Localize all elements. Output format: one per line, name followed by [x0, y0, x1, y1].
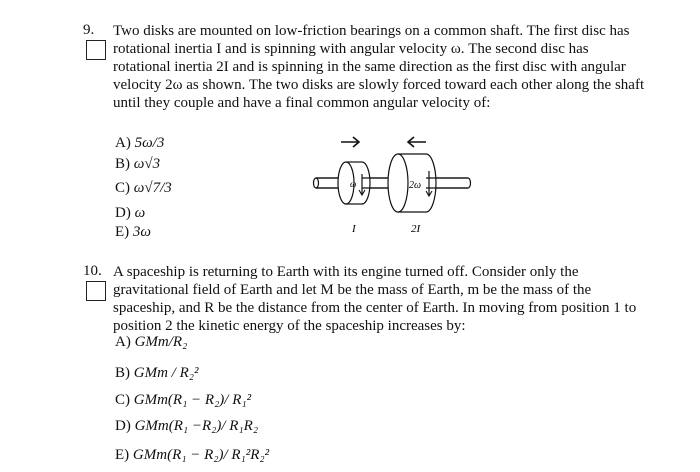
q10-option-d-text: GMm(R₁ −R₂)/ R₁R₂	[134, 418, 259, 434]
q10-option-a-text: GMm/R₂	[134, 334, 188, 350]
left-disk-inertia-caption: I	[352, 223, 356, 235]
q9-option-e	[115, 224, 151, 241]
q10-option-d-letter: D)	[115, 418, 131, 434]
q10-line-2: gravitational field of Earth and let M be the mass of Earth, m be the mass of the	[113, 282, 592, 298]
q10-option-c	[115, 392, 251, 409]
q9-line-2: rotational inertia I and is spinning with angular velocity ω. The second disc has	[113, 41, 589, 57]
right-disk-inertia-caption: 2I	[411, 223, 421, 235]
right-arrow-icon	[341, 137, 359, 147]
q10-line-4: position 2 the kinetic energy of the spaceship increases by:	[113, 318, 466, 334]
q9-option-b-text: ω√3	[133, 156, 161, 172]
right-disk-omega-label: 2ω	[409, 180, 422, 191]
q9-option-c-letter: C)	[115, 180, 130, 196]
q9-option-d	[115, 205, 145, 222]
q9-option-d-text: ω	[134, 205, 146, 221]
q9-option-c-text: ω√7/3	[133, 180, 172, 196]
q9-option-a-letter: A)	[115, 135, 131, 151]
q10-option-e	[115, 447, 269, 464]
q9-line-5: until they couple and have a final common angular velocity of:	[113, 95, 491, 111]
q10-line-1: A spaceship is returning to Earth with its engine turned off. Consider only the	[113, 264, 579, 280]
q9-option-b	[115, 156, 160, 173]
q10-option-d	[115, 418, 258, 435]
q9-option-d-letter: D)	[115, 205, 131, 221]
q10-option-b-letter: B)	[115, 365, 130, 381]
q10-option-a-letter: A)	[115, 334, 131, 350]
q10-number: 10.	[83, 263, 102, 279]
q9-line-1: Two disks are mounted on low-friction bearings on a common shaft. The first disc has	[113, 23, 630, 39]
q10-option-a	[115, 334, 187, 351]
q9-number: 9.	[83, 22, 95, 38]
q10-option-e-letter: E)	[115, 447, 130, 463]
q10-option-c-letter: C)	[115, 392, 130, 408]
q9-line-4: velocity 2ω as shown. The two disks are slowly forced toward each other along the shaft	[113, 77, 645, 93]
q9-option-a-text: 5ω/3	[134, 135, 165, 151]
left-arrow-icon	[408, 137, 426, 147]
two-disks-figure	[308, 128, 478, 238]
q9-option-e-text: 3ω	[132, 224, 152, 240]
q9-option-b-letter: B)	[115, 156, 130, 172]
q9-option-c	[115, 180, 172, 197]
q10-option-c-text: GMm(R₁ − R₂)/ R₁²	[133, 392, 252, 408]
q10-option-b-text: GMm / R₂²	[133, 365, 199, 381]
q9-option-a	[115, 135, 164, 152]
left-disk-omega-label: ω	[350, 179, 357, 189]
q10-answer-checkbox[interactable]	[86, 281, 106, 301]
q9-line-3: rotational inertia 2I and is spinning in the same direction as the first disc with angular	[113, 59, 626, 75]
q10-option-b	[115, 365, 198, 382]
q10-option-e-text: GMm(R₁ − R₂)/ R₁²R₂²	[132, 447, 270, 463]
q9-option-e-letter: E)	[115, 224, 130, 240]
q10-line-3: spaceship, and R be the distance from the center of Earth. In moving from position 1 to	[113, 300, 637, 316]
q9-answer-checkbox[interactable]	[86, 40, 106, 60]
